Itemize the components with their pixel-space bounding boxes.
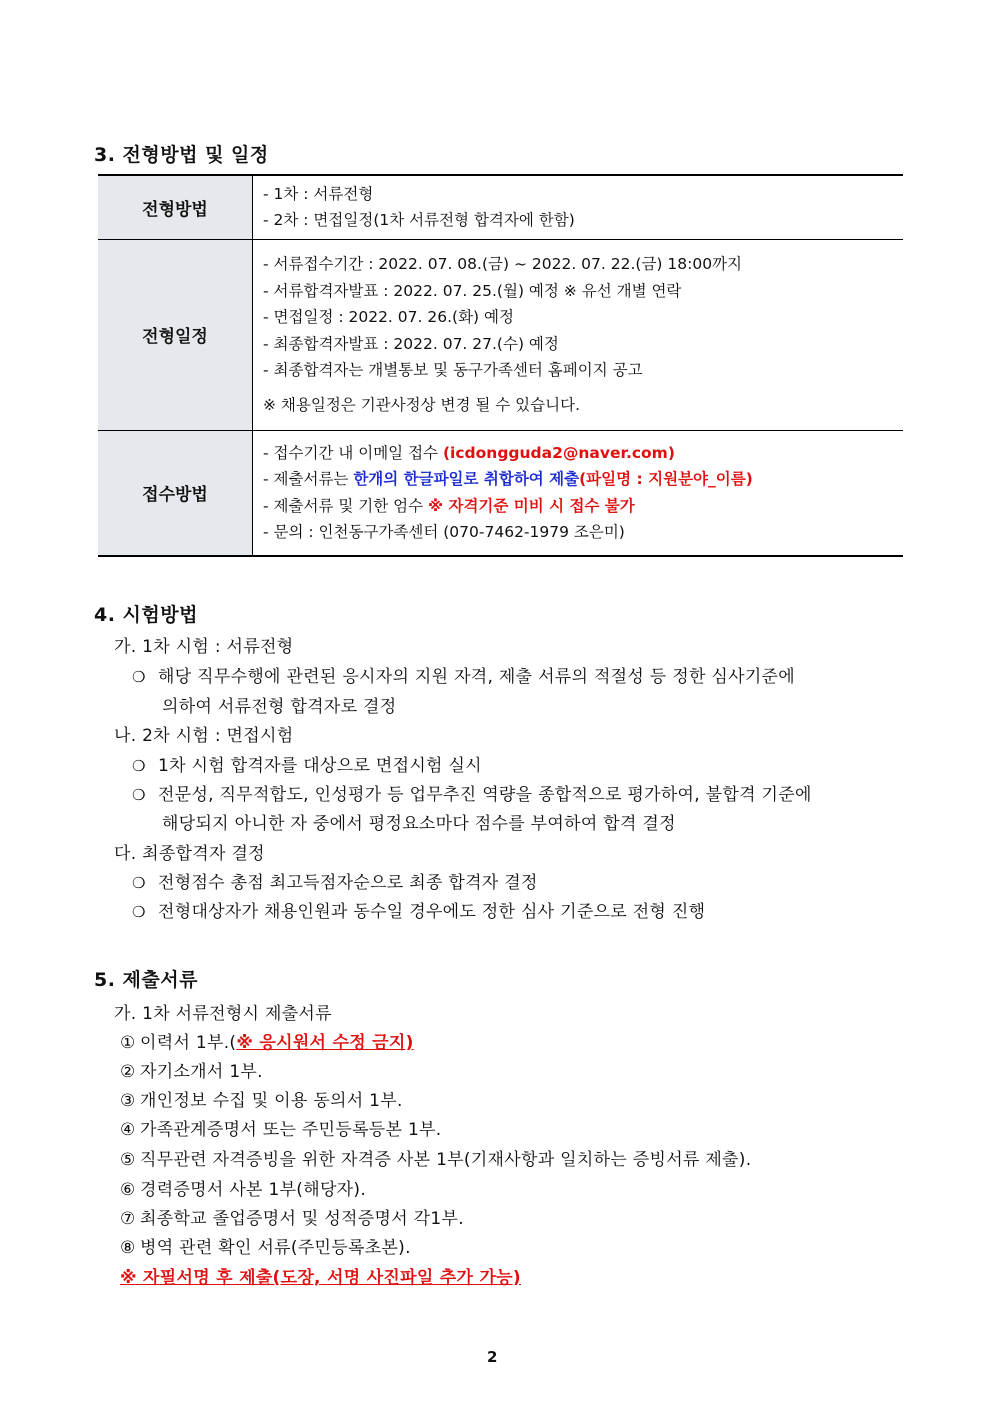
document-item: ⑧ 병역 관련 확인 서류(주민등록초본). (120, 1238, 411, 1258)
subsection-title: 나. 2차 시험 : 면접시험 (114, 726, 294, 746)
row-content (253, 175, 904, 239)
bullet-item: ❍ 전문성, 직무적합도, 인성평가 등 업무추진 역량을 종합적으로 평가하여, 불합격 기준에 (132, 780, 812, 805)
text-line: - 최종합격자는 개별통보 및 동구가족센터 홈페이지 공고 (263, 361, 643, 379)
selection-table (98, 174, 903, 557)
bullet-item: ❍ 전형점수 총점 최고득점자순으로 최종 합격자 결정 (132, 868, 538, 893)
table-row (98, 239, 903, 430)
row-content (253, 430, 904, 556)
final-note: ※ 자필서명 후 제출(도장, 서명 사진파일 추가 가능) (120, 1268, 521, 1288)
subsection-title: 다. 최종합격자 결정 (114, 844, 265, 864)
schedule-note: ※ 채용일정은 기관사정상 변경 될 수 있습니다. (263, 395, 580, 414)
document-item: ⑥ 경력증명서 사본 1부(해당자). (120, 1180, 367, 1200)
text-line: - 접수기간 내 이메일 접수 (icdongguda2@naver.com) (263, 443, 675, 462)
document-item: ⑤ 직무관련 자격증빙을 위한 자격증 사본 1부(기재사항과 일치하는 증빙서류 제출). (120, 1150, 752, 1170)
subsection-title: 가. 1차 시험 : 서류전형 (114, 637, 294, 657)
section-5-title: 5. 제출서류 (94, 969, 198, 991)
row-content (253, 239, 904, 430)
table-row (98, 430, 903, 556)
document-item: ④ 가족관계증명서 또는 주민등록등본 1부. (120, 1120, 442, 1140)
row-header: 접수방법 (98, 430, 253, 556)
text-line: - 문의 : 인천동구가족센터 (070-7462-1979 조은미) (263, 523, 625, 542)
row-header: 전형일정 (98, 239, 253, 430)
bullet-item-cont: 해당되지 아니한 자 중에서 평정요소마다 점수를 부여하여 합격 결정 (162, 814, 676, 834)
document-item: ③ 개인정보 수집 및 이용 동의서 1부. (120, 1091, 403, 1111)
bullet-item: ❍ 해당 직무수행에 관련된 응시자의 지원 자격, 제출 서류의 적절성 등 정한 심사기준에 (132, 662, 795, 687)
text-line: - 제출서류 및 기한 엄수 ※ 자격기준 미비 시 접수 불가 (263, 496, 635, 515)
bullet-item: ❍ 1차 시험 합격자를 대상으로 면접시험 실시 (132, 751, 482, 776)
text-line: - 면접일정 : 2022. 07. 26.(화) 예정 (263, 308, 514, 326)
document-item: ⑦ 최종학교 졸업증명서 및 성적증명서 각1부. (120, 1209, 464, 1229)
document-item: ① 이력서 1부.(※ 응시원서 수정 금지) (120, 1033, 414, 1053)
email-address: (icdongguda2@naver.com) (442, 443, 675, 462)
table-row (98, 175, 903, 239)
text-line: - 1차 : 서류전형 (263, 184, 374, 203)
row-header: 전형방법 (98, 175, 253, 239)
section-3-title: 3. 전형방법 및 일정 (94, 144, 269, 166)
text-line: - 서류접수기간 : 2022. 07. 08.(금) ~ 2022. 07. 22.(금) 18:00까지 (263, 255, 743, 273)
text-line: - 최종합격자발표 : 2022. 07. 27.(수) 예정 (263, 334, 559, 353)
page-number: 2 (487, 1348, 498, 1366)
bullet-item: ❍ 전형대상자가 채용인원과 동수일 경우에도 정한 심사 기준으로 전형 진행 (132, 897, 705, 922)
section-4-title: 4. 시험방법 (94, 604, 198, 626)
document-item: ② 자기소개서 1부. (120, 1062, 263, 1082)
bullet-item-cont: 의하여 서류전형 합격자로 결정 (162, 697, 397, 717)
text-line: - 제출서류는 한개의 한글파일로 취합하여 제출(파일명 : 지원분야_이름) (263, 470, 753, 489)
text-line: - 서류합격자발표 : 2022. 07. 25.(월) 예정 ※ 유선 개별 연락 (263, 281, 682, 300)
text-line: - 2차 : 면접일정(1차 서류전형 합격자에 한함) (263, 211, 575, 230)
subsection-title: 가. 1차 서류전형시 제출서류 (114, 1004, 332, 1024)
